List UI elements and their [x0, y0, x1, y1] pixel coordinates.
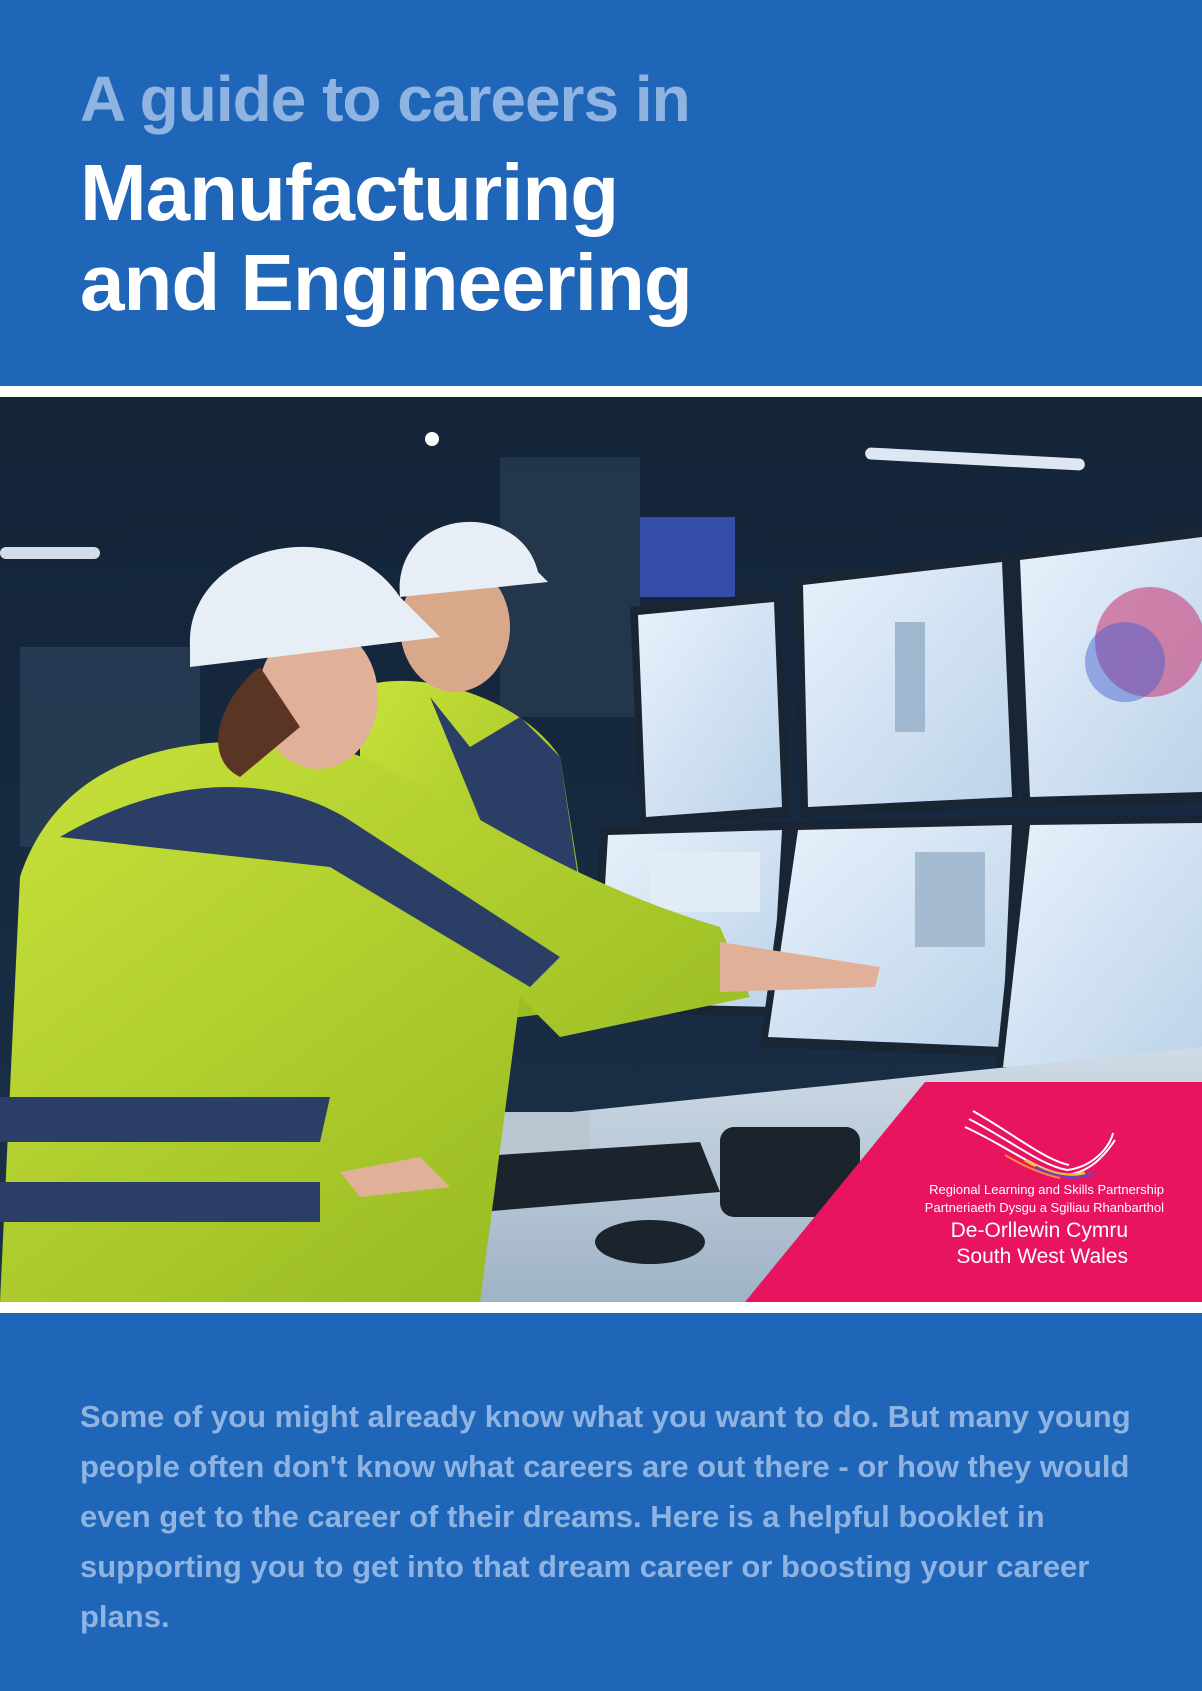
monitor-top-left — [630, 592, 790, 827]
monitor-bottom-right — [995, 815, 1202, 1087]
cover-title-line-1: Manufacturing — [80, 148, 619, 237]
monitor-top-right — [1012, 527, 1202, 807]
cover-title — [80, 148, 692, 328]
monitor-bottom-middle — [760, 817, 1020, 1057]
cover-title-line-2: and Engineering — [80, 238, 692, 327]
cover-header — [0, 0, 1202, 386]
cover-subtitle: A guide to careers in — [80, 63, 690, 135]
hero-photo — [0, 397, 1202, 1302]
mouse — [595, 1220, 705, 1264]
logo-line-2: Partneriaeth Dysgu a Sgiliau Rhanbarthol — [924, 1200, 1164, 1215]
photo-illustration — [0, 397, 1202, 1302]
intro-paragraph: Some of you might already know what you want to do. But many young people often don't know what careers are out there - or how they would even get to the career of their dreams. Here is a helpful booklet in supporting you to get into that dream career or boosting your career plans. — [80, 1399, 1131, 1634]
logo-line-3: De-Orllewin Cymru — [950, 1219, 1128, 1242]
divider-top — [0, 386, 1202, 397]
monitor-top-middle — [795, 552, 1020, 817]
logo-line-4: South West Wales — [956, 1245, 1128, 1268]
divider-bottom — [0, 1302, 1202, 1313]
logo-line-1: Regional Learning and Skills Partnership — [929, 1182, 1164, 1197]
